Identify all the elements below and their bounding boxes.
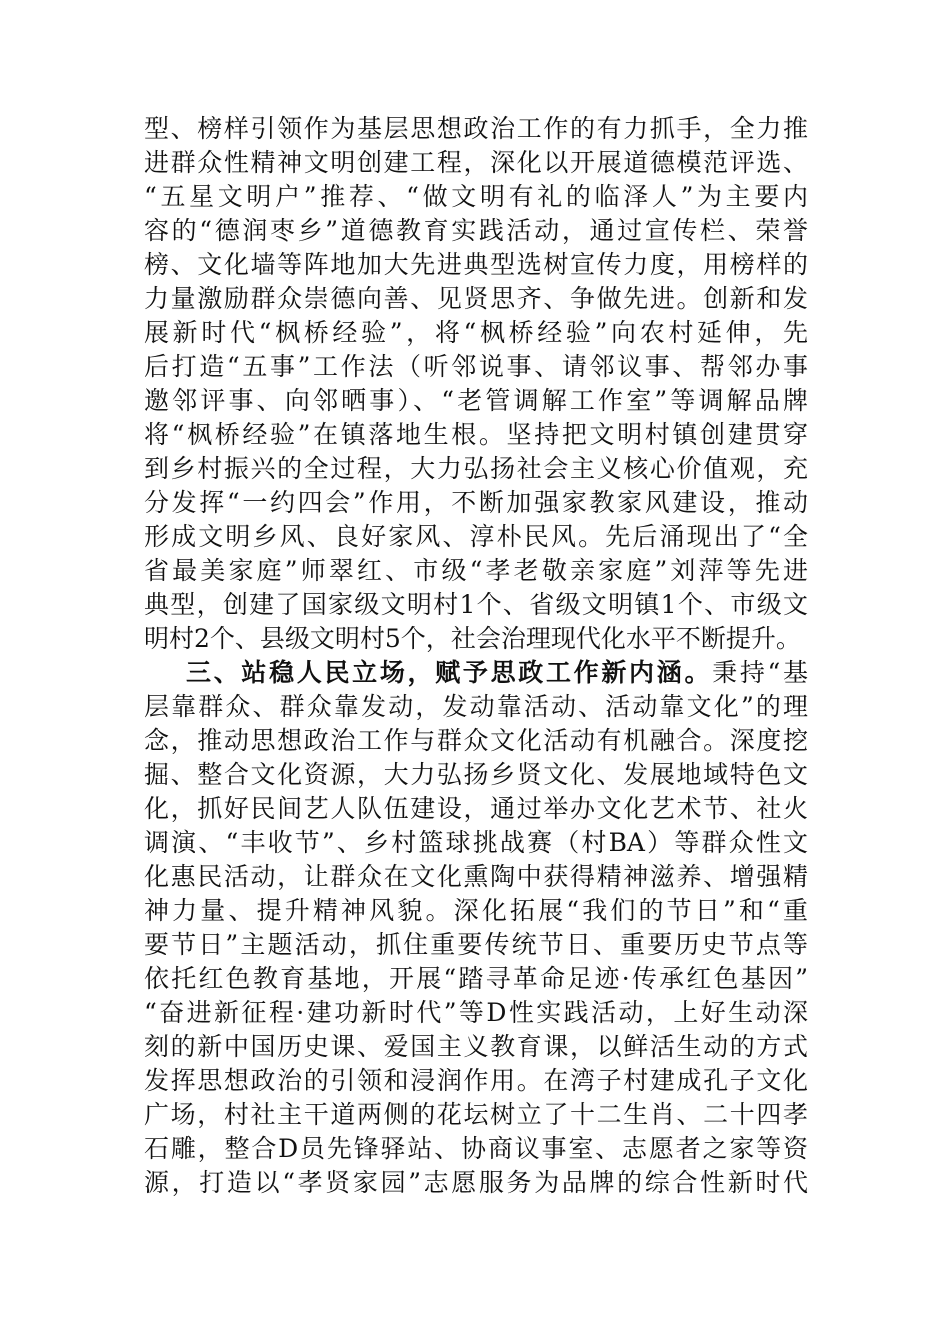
text-line: 化惠民活动，让群众在文化熏陶中获得精神滋养、增强精 xyxy=(144,862,808,891)
text-line: 展新时代“枫桥经验”，将“枫桥经验”向农村延伸，先 xyxy=(144,318,808,347)
text-line: 调演、“丰收节”、乡村篮球挑战赛（村BA）等群众性文 xyxy=(144,828,808,857)
text-line: 形成文明乡风、良好家风、淳朴民风。先后涌现出了“全 xyxy=(144,522,808,551)
text-line: 将“枫桥经验”在镇落地生根。坚持把文明村镇创建贯穿 xyxy=(144,420,808,449)
text-line: 容的“德润枣乡”道德教育实践活动，通过宣传栏、荣誉 xyxy=(144,216,808,245)
text-line: 层靠群众、群众靠发动，发动靠活动、活动靠文化”的理 xyxy=(144,692,808,721)
text-line: “五星文明户”推荐、“做文明有礼的临泽人”为主要内 xyxy=(144,182,808,211)
text-line: 进群众性精神文明创建工程，深化以开展道德模范评选、 xyxy=(144,148,808,177)
section-heading-continuation: 秉持“基 xyxy=(712,658,808,687)
text-line: 石雕，整合D员先锋驿站、协商议事室、志愿者之家等资 xyxy=(144,1134,808,1163)
text-line: 到乡村振兴的全过程，大力弘扬社会主义核心价值观，充 xyxy=(144,454,808,483)
text-line: 依托红色教育基地，开展“踏寻革命足迹·传承红色基因” xyxy=(144,964,808,993)
text-line: 广场，村社主干道两侧的花坛树立了十二生肖、二十四孝 xyxy=(144,1100,808,1129)
text-line: 力量激励群众崇德向善、见贤思齐、争做先进。创新和发 xyxy=(144,284,808,313)
text-line: 神力量、提升精神风貌。深化拓展“我们的节日”和“重 xyxy=(144,896,808,925)
text-line: 省最美家庭”师翠红、市级“孝老敬亲家庭”刘萍等先进 xyxy=(144,556,808,585)
text-line: 化，抓好民间艺人队伍建设，通过举办文化艺术节、社火 xyxy=(144,794,808,823)
section-heading: 三、站稳人民立场，赋予思政工作新内涵。 xyxy=(186,658,713,687)
text-line: 分发挥“一约四会”作用，不断加强家教家风建设，推动 xyxy=(144,488,808,517)
text-line: 邀邻评事、向邻晒事）、“老管调解工作室”等调解品牌 xyxy=(144,386,808,415)
text-line: 掘、整合文化资源，大力弘扬乡贤文化、发展地域特色文 xyxy=(144,760,808,789)
text-line: 念，推动思想政治工作与群众文化活动有机融合。深度挖 xyxy=(144,726,808,755)
text-line: 榜、文化墙等阵地加大先进典型选树宣传力度，用榜样的 xyxy=(144,250,808,279)
section-heading-line xyxy=(144,656,808,690)
paragraph-2 xyxy=(144,656,808,1200)
text-line: 后打造“五事”工作法（听邻说事、请邻议事、帮邻办事 xyxy=(144,352,808,381)
text-line: 刻的新中国历史课、爱国主义教育课，以鲜活生动的方式 xyxy=(144,1032,808,1061)
paragraph-1 xyxy=(144,112,808,656)
text-line: 发挥思想政治的引领和浸润作用。在湾子村建成孔子文化 xyxy=(144,1066,808,1095)
text-line: “奋进新征程·建功新时代”等D性实践活动，上好生动深 xyxy=(144,998,808,1027)
text-line: 源，打造以“孝贤家园”志愿服务为品牌的综合性新时代 xyxy=(144,1168,808,1197)
text-line: 典型，创建了国家级文明村1个、省级文明镇1个、市级文 xyxy=(144,590,808,619)
text-line: 明村2个、县级文明村5个，社会治理现代化水平不断提升。 xyxy=(144,624,801,653)
text-line: 要节日”主题活动，抓住重要传统节日、重要历史节点等 xyxy=(144,930,808,959)
document-page xyxy=(144,112,808,1200)
text-line: 型、榜样引领作为基层思想政治工作的有力抓手，全力推 xyxy=(144,114,808,143)
